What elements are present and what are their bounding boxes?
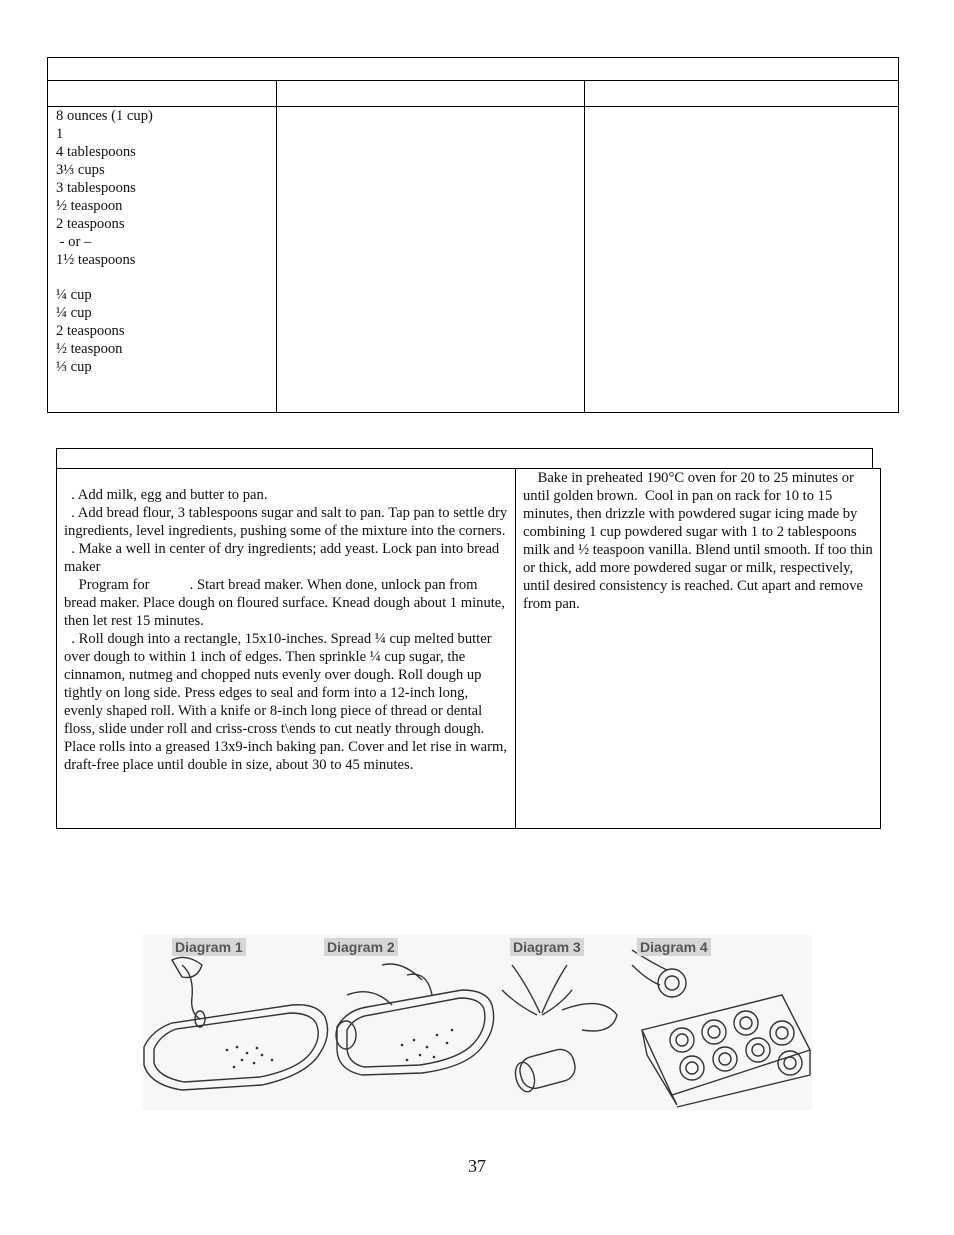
ingredient-quantity xyxy=(56,269,271,278)
diagram-drawings xyxy=(142,935,812,1110)
ingredient-quantity: ½ teaspoon xyxy=(56,341,123,357)
table-title-row-divider xyxy=(47,80,899,81)
ingredient-quantity: ⅓ cup xyxy=(56,359,92,375)
quantities-column xyxy=(56,107,271,376)
ingredient-quantity: 2 teaspoons xyxy=(56,216,125,232)
table-column-divider-1 xyxy=(276,80,277,413)
instructions-column-divider xyxy=(515,468,516,829)
ingredient-quantity: - or – xyxy=(56,234,92,250)
ingredient-quantity xyxy=(56,278,271,287)
ingredient-quantity: 2 teaspoons xyxy=(56,323,125,339)
instructions-title-box xyxy=(56,448,873,469)
instruction-step: Program for . Start bread maker. When done, unlock pan from bread maker. Place dough on floured surface. Knead dough about 1 minute, then let rest 15 minutes. xyxy=(64,577,509,629)
ingredient-quantity: ¼ cup xyxy=(56,287,92,303)
ingredient-quantity: ¼ cup xyxy=(56,305,92,321)
ingredient-quantity: ½ teaspoon xyxy=(56,198,123,214)
diagram-4-label: Diagram 4 xyxy=(637,938,711,956)
instruction-step: . Add bread flour, 3 tablespoons sugar and salt to pan. Tap pan to settle dry ingredients, level ingredients, pushing some of the mixture into the corners. xyxy=(64,505,511,539)
table-column-divider-2 xyxy=(584,80,585,413)
instruction-steps xyxy=(64,486,511,774)
diagram-illustration xyxy=(142,935,812,1110)
instruction-step: . Make a well in center of dry ingredients; add yeast. Lock pan into bread maker xyxy=(64,541,503,575)
diagram-3-label: Diagram 3 xyxy=(510,938,584,956)
baking-instructions: Bake in preheated 190°C oven for 20 to 25 minutes or until golden brown. Cool in pan on rack for 10 to 15 minutes, then drizzle with powdered sugar icing made by combining 1 cup powdered sugar with 1 to 2 tablespoons milk and ½ teaspoon vanilla. Blend until smooth. If too thin or thick, add more powdered sugar or milk, respectively, until desired consistency is reached. Cut apart and remove from pan. xyxy=(523,470,877,612)
ingredient-quantity: 3 tablespoons xyxy=(56,180,136,196)
page-number: 37 xyxy=(468,1156,486,1176)
diagram-1-label: Diagram 1 xyxy=(172,938,246,956)
ingredient-quantity: 8 ounces (1 cup) xyxy=(56,108,153,124)
instruction-step: . Add milk, egg and butter to pan. xyxy=(64,487,268,503)
ingredient-quantity: 1½ teaspoons xyxy=(56,252,136,268)
ingredient-quantity: 1 xyxy=(56,126,64,142)
instruction-step: . Roll dough into a rectangle, 15x10-inches. Spread ¼ cup melted butter over dough to within 1 inch of edges. Then sprinkle ¼ cup sugar, the cinnamon, nutmeg and chopped nuts evenly over dough. Roll dough up tightly on long side. Press edges to seal and form into a 12-inch long, evenly shaped roll. With a knife or 8-inch long piece of thread or dental floss, slide under roll and criss-cross t\ends to cut neatly through dough. Place rolls into a greased 13x9-inch baking pan. Cover and let rise in warm, draft-free place until double in size, about 30 to 45 minutes. xyxy=(64,631,511,773)
ingredient-quantity: 4 tablespoons xyxy=(56,144,136,160)
diagram-2-label: Diagram 2 xyxy=(324,938,398,956)
ingredient-quantity: 3⅓ cups xyxy=(56,162,105,178)
